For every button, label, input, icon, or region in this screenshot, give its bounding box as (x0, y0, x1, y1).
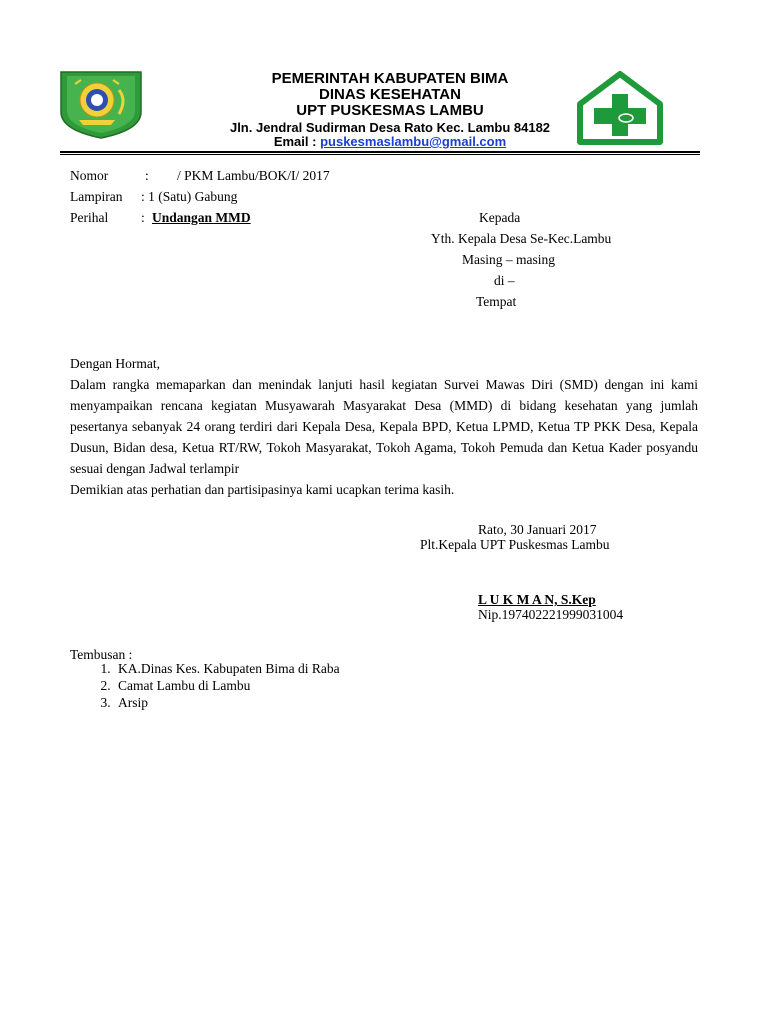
perihal-label: Perihal (70, 210, 109, 225)
recipient-masing: Masing – masing (462, 252, 555, 267)
header-rule-thin (60, 154, 700, 155)
salutation: Dengan Hormat, (70, 356, 160, 371)
recipient-di: di – (494, 273, 515, 288)
tembusan-label: Tembusan : (70, 647, 133, 662)
recipient-kepada: Kepada (479, 210, 521, 225)
nomor-separator: : (145, 168, 149, 183)
signature-place-date: Rato, 30 Januari 2017 (478, 522, 597, 537)
tembusan-item: 2. Camat Lambu di Lambu (114, 677, 340, 694)
bima-regency-emblem-icon (57, 70, 145, 140)
perihal-value: Undangan MMD (152, 210, 251, 225)
signature-nip: Nip.197402221999031004 (478, 607, 624, 622)
perihal-separator: : (141, 210, 145, 225)
header-rule-thick (60, 151, 700, 153)
email-label: Email : (273, 134, 321, 149)
recipient-yth: Yth. Kepala Desa Se-Kec.Lambu (431, 231, 612, 246)
nomor-value: / PKM Lambu/BOK/I/ 2017 (177, 168, 330, 183)
lampiran-label: Lampiran (70, 189, 123, 204)
tembusan-list (70, 660, 340, 711)
header-government: PEMERINTAH KABUPATEN BIMA (271, 70, 509, 87)
header-address: Jln. Jendral Sudirman Desa Rato Kec. Lambu 84182 (229, 120, 551, 135)
email-link[interactable]: puskesmaslambu@gmail.com (320, 134, 507, 149)
signature-title: Plt.Kepala UPT Puskesmas Lambu (420, 537, 610, 552)
header-email-line (190, 134, 590, 149)
body-paragraph: Dalam rangka memaparkan dan menindak lanjuti hasil kegiatan Survei Mawas Diri (SMD) dengan ini kami menyampaikan rencana kegiatan Musyawarah Masyarakat Desa (MMD) di bidang kesehatan yang jumlah pesertanya sebanyak 24 orang terdiri dari Kepala Desa, Kepala BPD, Ketua LPMD, Ketua TP PKK Desa, Kepala Dusun, Bidan desa, Ketua RT/RW, Tokoh Masyarakat, Tokoh Agama, Tokoh Pemuda dan Ketua Kader posyandu sesuai dengan Jadwal terlampir (70, 377, 698, 476)
lampiran-value: : 1 (Satu) Gabung (141, 189, 238, 204)
closing-sentence: Demikian atas perhatian dan partisipasinya kami ucapkan terima kasih. (70, 482, 455, 497)
tembusan-item: 1. KA.Dinas Kes. Kabupaten Bima di Raba (114, 660, 340, 677)
recipient-tempat: Tempat (476, 294, 517, 309)
signature-name: L U K M A N, S.Kep (478, 592, 596, 607)
tembusan-item: 3. Arsip (114, 694, 340, 711)
header-department: DINAS KESEHATAN (319, 86, 461, 103)
nomor-label: Nomor (70, 168, 109, 183)
header-unit: UPT PUSKESMAS LAMBU (296, 102, 484, 119)
puskesmas-emblem-icon (574, 68, 666, 148)
